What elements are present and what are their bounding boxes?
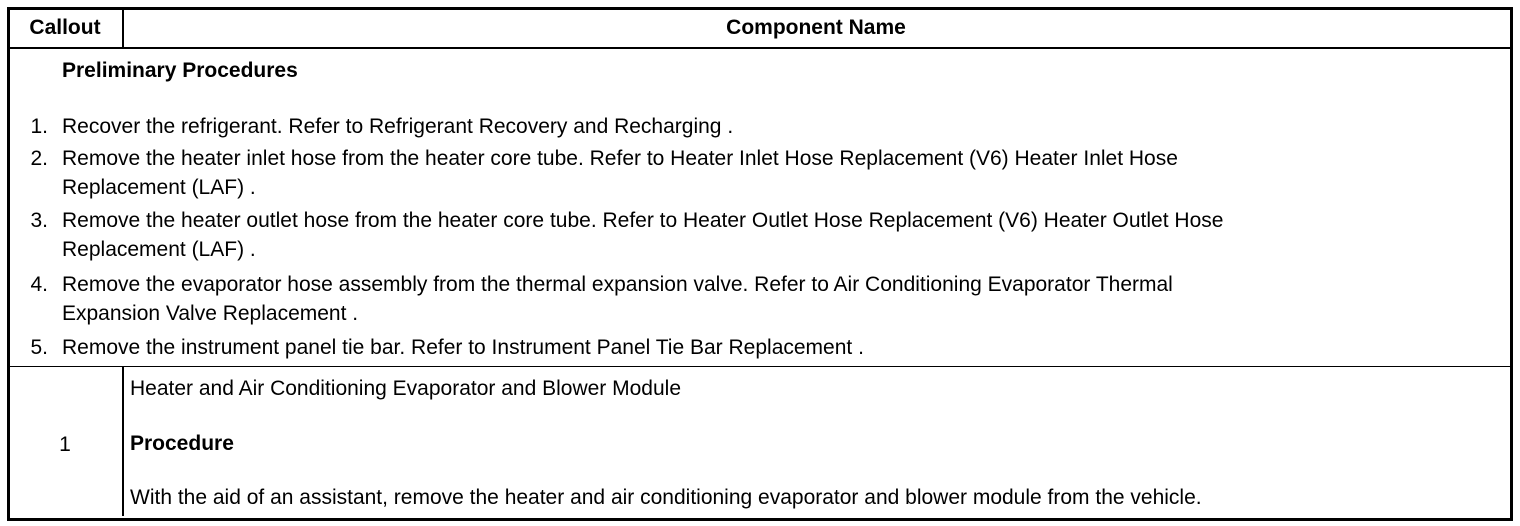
preliminary-heading: Preliminary Procedures — [62, 59, 298, 82]
step-text: Remove the instrument panel tie bar. Refer to Instrument Panel Tie Bar Replacement . — [62, 336, 864, 359]
row-callout-number: 1 — [59, 433, 71, 456]
header-component-name: Component Name — [726, 16, 906, 39]
header-divider — [8, 47, 1510, 49]
step-number: 3. — [30, 209, 48, 232]
header-callout: Callout — [29, 16, 101, 39]
step-text: Remove the heater outlet hose from the heater core tube. Refer to Heater Outlet Hose Replacement (V6) Heater Outlet Hose — [62, 209, 1224, 232]
callout-column-divider-row — [122, 366, 124, 516]
step-text-continued: Expansion Valve Replacement . — [62, 302, 359, 325]
step-number: 5. — [30, 336, 48, 359]
step-text: Remove the heater inlet hose from the heater core tube. Refer to Heater Inlet Hose Replacement (V6) Heater Inlet Hose — [62, 147, 1178, 170]
component-title: Heater and Air Conditioning Evaporator and Blower Module — [130, 377, 681, 400]
procedure-heading: Procedure — [130, 432, 234, 455]
step-number: 1. — [30, 115, 48, 138]
procedure-text: With the aid of an assistant, remove the heater and air conditioning evaporator and blower module from the vehicle. — [130, 486, 1202, 509]
step-text: Remove the evaporator hose assembly from the thermal expansion valve. Refer to Air Conditioning Evaporator Thermal — [62, 273, 1173, 296]
step-text-continued: Replacement (LAF) . — [62, 238, 256, 261]
step-number: 2. — [30, 147, 48, 170]
step-number: 4. — [30, 273, 48, 296]
row-divider — [8, 366, 1510, 367]
step-text-continued: Replacement (LAF) . — [62, 176, 256, 199]
step-text: Recover the refrigerant. Refer to Refrigerant Recovery and Recharging . — [62, 115, 734, 138]
